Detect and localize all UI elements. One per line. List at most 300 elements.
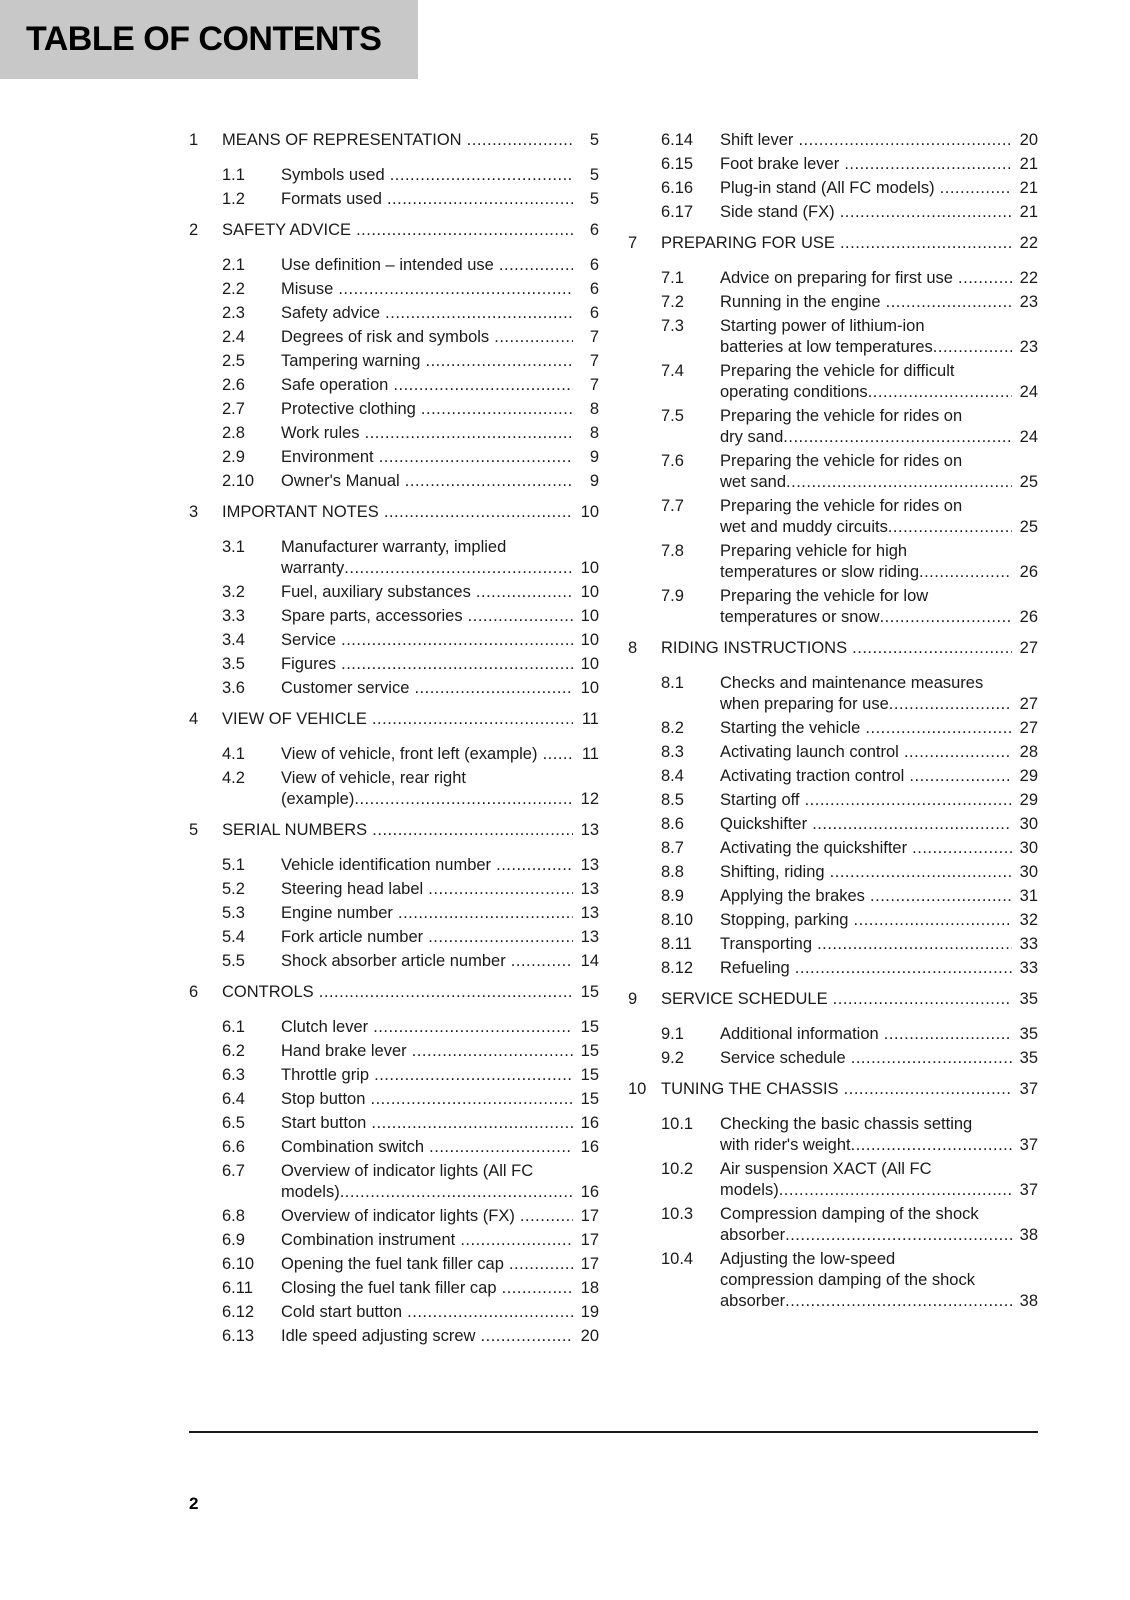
toc-entry-number: 6.13: [222, 1327, 255, 1345]
toc-section-entry[interactable]: [189, 303, 599, 324]
toc-entry-label: Shift lever: [720, 131, 794, 149]
toc-entry-title: [281, 375, 573, 396]
toc-entry-title: [281, 1278, 573, 1299]
toc-section-entry[interactable]: [628, 814, 1038, 835]
toc-section-entry[interactable]: [189, 1017, 599, 1038]
toc-entry-page: 32: [1019, 911, 1038, 929]
toc-entry-label: VIEW OF VEHICLE: [222, 710, 367, 728]
toc-entry-label: Stop button: [281, 1090, 366, 1108]
dot-leader: [868, 382, 1012, 403]
dot-leader: [904, 767, 1012, 785]
dot-leader: [812, 935, 1012, 953]
dot-leader: [880, 607, 1012, 628]
dot-leader: [847, 639, 1012, 657]
toc-entry-title: [661, 989, 1012, 1010]
toc-entry-number: 6.1: [222, 1018, 245, 1036]
toc-entry-label-last-line: [720, 517, 1012, 538]
toc-section-entry[interactable]: [189, 1254, 599, 1275]
toc-entry-page: 13: [580, 904, 599, 922]
dot-leader: [504, 1255, 573, 1273]
toc-entry-page: 24: [1019, 383, 1038, 401]
dot-leader: [388, 376, 573, 394]
toc-entry-page: 12: [580, 790, 599, 808]
toc-entry-page: 6: [589, 280, 599, 298]
toc-entry-title: [720, 154, 1012, 175]
toc-chapter-entry[interactable]: [189, 130, 599, 151]
toc-entry-title: [222, 220, 573, 241]
toc-entry-label: warranty: [281, 559, 345, 577]
toc-entry-title: [661, 638, 1012, 659]
toc-entry-page: 13: [580, 821, 599, 839]
toc-section-entry[interactable]: [628, 202, 1038, 223]
toc-entry-label-line1: Checking the basic chassis setting: [720, 1115, 973, 1133]
dot-leader: [848, 911, 1012, 929]
toc-entry-label: Work rules: [281, 424, 360, 442]
toc-entry-label: Cold start button: [281, 1303, 403, 1321]
toc-entry-number: 2.5: [222, 352, 245, 370]
toc-entry-label: Steering head label: [281, 880, 424, 898]
toc-entry-label: Safe operation: [281, 376, 389, 394]
toc-entry-number: 6.9: [222, 1231, 245, 1249]
toc-entry-label: Applying the brakes: [720, 887, 865, 905]
toc-entry-label-last-line: [720, 1291, 1012, 1312]
toc-entry-label-line1: Preparing the vehicle for rides on: [720, 497, 963, 515]
toc-entry-number: 5.3: [222, 904, 245, 922]
dot-leader: [860, 719, 1012, 737]
toc-section-entry[interactable]: [628, 1204, 1038, 1246]
toc-entry-page: 27: [1019, 719, 1038, 737]
toc-section-entry[interactable]: [189, 1113, 599, 1134]
toc-section-entry[interactable]: [628, 268, 1038, 289]
dot-leader: [491, 856, 573, 874]
toc-section-entry[interactable]: [628, 886, 1038, 907]
toc-entry-page: 16: [580, 1114, 599, 1132]
toc-entry-number: 7: [628, 234, 638, 252]
toc-entry-page: 5: [589, 190, 599, 208]
toc-entry-page: 8: [589, 424, 599, 442]
toc-entry-number: 2.4: [222, 328, 245, 346]
dot-leader: [379, 503, 573, 521]
toc-section-entry[interactable]: [189, 255, 599, 276]
toc-entry-label: Degrees of risk and symbols: [281, 328, 490, 346]
toc-section-entry[interactable]: [189, 1326, 599, 1347]
toc-entry-number: 6.14: [661, 131, 694, 149]
dot-leader: [344, 558, 573, 579]
toc-section-entry[interactable]: [189, 351, 599, 372]
toc-entry-label: RIDING INSTRUCTIONS: [661, 639, 848, 657]
dot-leader: [416, 400, 573, 418]
toc-chapter-entry[interactable]: [189, 820, 599, 841]
toc-entry-label: Figures: [281, 655, 337, 673]
toc-section-entry[interactable]: [189, 375, 599, 396]
toc-entry-number: 3.4: [222, 631, 245, 649]
toc-entry-page: 7: [589, 352, 599, 370]
toc-section-entry[interactable]: [189, 471, 599, 492]
toc-entry-label-line1: Overview of indicator lights (All FC: [281, 1162, 534, 1180]
toc-section-entry[interactable]: [189, 327, 599, 348]
toc-section-entry[interactable]: [189, 630, 599, 651]
toc-entry-label: Formats used: [281, 190, 382, 208]
toc-section-entry[interactable]: [628, 718, 1038, 739]
toc-section-entry[interactable]: [189, 1230, 599, 1251]
toc-entry-title: [661, 1079, 1012, 1100]
toc-entry-page: 30: [1019, 863, 1038, 881]
toc-entry-page: 15: [580, 1018, 599, 1036]
dot-leader: [423, 880, 573, 898]
toc-entry-number: 9: [628, 990, 638, 1008]
toc-entry-label: Shock absorber article number: [281, 952, 506, 970]
toc-entry-number: 10.2: [661, 1160, 694, 1178]
dot-leader: [933, 337, 1012, 358]
toc-entry-label-last-line: [720, 694, 1012, 715]
toc-entry-page: 30: [1019, 839, 1038, 857]
toc-entry-title: [281, 189, 573, 210]
toc-entry-number: 5.2: [222, 880, 245, 898]
toc-entry-number: 6.17: [661, 203, 694, 221]
footer-divider: [189, 1431, 1038, 1433]
toc-section-entry[interactable]: [189, 447, 599, 468]
toc-entry-title: [281, 399, 573, 420]
toc-entry-title: [281, 1065, 573, 1086]
toc-section-entry[interactable]: [189, 1302, 599, 1323]
toc-entry-label: when preparing for use: [720, 695, 889, 713]
toc-entry-page: 25: [1019, 518, 1038, 536]
toc-section-entry[interactable]: [628, 406, 1038, 448]
toc-entry-page: 10: [580, 607, 599, 625]
toc-entry-number: 3: [189, 503, 199, 521]
toc-entry-label: Idle speed adjusting screw: [281, 1327, 476, 1345]
toc-entry-label: Clutch lever: [281, 1018, 369, 1036]
toc-entry-number: 7.1: [661, 269, 684, 287]
toc-section-entry[interactable]: [628, 1048, 1038, 1069]
toc-section-entry[interactable]: [628, 958, 1038, 979]
toc-entry-number: 7.4: [661, 362, 684, 380]
toc-entry-title: [281, 1161, 573, 1203]
toc-section-entry[interactable]: [628, 1024, 1038, 1045]
toc-entry-page: 35: [1019, 990, 1038, 1008]
dot-leader: [783, 427, 1012, 448]
toc-section-entry[interactable]: [628, 1159, 1038, 1201]
toc-entry-title: [720, 718, 1012, 739]
toc-entry-label: Spare parts, accessories: [281, 607, 463, 625]
toc-section-entry[interactable]: [189, 903, 599, 924]
toc-entry-label: Stopping, parking: [720, 911, 849, 929]
dot-leader: [420, 352, 573, 370]
toc-section-entry[interactable]: [628, 910, 1038, 931]
dot-leader: [537, 745, 573, 763]
toc-entry-number: 6.6: [222, 1138, 245, 1156]
toc-section-entry[interactable]: [628, 838, 1038, 859]
toc-right-column: [628, 130, 1038, 1315]
toc-section-entry[interactable]: [189, 165, 599, 186]
toc-entry-number: 8.5: [661, 791, 684, 809]
toc-entry-title: [281, 303, 573, 324]
toc-entry-title: [720, 838, 1012, 859]
toc-entry-label-line1: Manufacturer warranty, implied: [281, 538, 507, 556]
dot-leader: [393, 904, 573, 922]
toc-section-entry[interactable]: [189, 1065, 599, 1086]
toc-section-entry[interactable]: [628, 130, 1038, 151]
toc-entry-title: [281, 1206, 573, 1227]
toc-entry-label: Use definition – intended use: [281, 256, 494, 274]
toc-entry-title: [720, 316, 1012, 358]
dot-leader: [374, 448, 573, 466]
toc-entry-number: 9.1: [661, 1025, 684, 1043]
toc-chapter-entry[interactable]: [628, 233, 1038, 254]
toc-entry-label-last-line: [720, 337, 1012, 358]
toc-entry-title: [281, 1137, 573, 1158]
toc-entry-number: 8.1: [661, 674, 684, 692]
toc-entry-label: Activating traction control: [720, 767, 905, 785]
toc-section-entry[interactable]: [189, 951, 599, 972]
toc-section-entry[interactable]: [189, 1089, 599, 1110]
toc-section-entry[interactable]: [189, 582, 599, 603]
toc-section-entry[interactable]: [189, 1206, 599, 1227]
toc-entry-number: 10.3: [661, 1205, 694, 1223]
toc-entry-label: wet and muddy circuits: [720, 518, 888, 536]
toc-entry-label-line1: Preparing the vehicle for rides on: [720, 452, 963, 470]
toc-entry-label: Overview of indicator lights (FX): [281, 1207, 515, 1225]
toc-entry-title: [720, 361, 1012, 403]
toc-section-entry[interactable]: [628, 496, 1038, 538]
toc-entry-number: 3.5: [222, 655, 245, 673]
toc-section-entry[interactable]: [189, 423, 599, 444]
toc-entry-label: View of vehicle, front left (example): [281, 745, 538, 763]
dot-leader: [825, 863, 1012, 881]
dot-leader: [462, 131, 573, 149]
dot-leader: [407, 1042, 573, 1060]
toc-section-entry[interactable]: [189, 399, 599, 420]
toc-entry-label: Fuel, auxiliary substances: [281, 583, 471, 601]
toc-entry-page: 33: [1019, 935, 1038, 953]
toc-entry-label: Activating the quickshifter: [720, 839, 908, 857]
toc-entry-number: 2.9: [222, 448, 245, 466]
toc-entry-title: [281, 582, 573, 603]
toc-entry-page: 23: [1019, 338, 1038, 356]
toc-section-entry[interactable]: [628, 673, 1038, 715]
toc-entry-page: 22: [1019, 269, 1038, 287]
toc-section-entry[interactable]: [189, 189, 599, 210]
toc-section-entry[interactable]: [628, 790, 1038, 811]
toc-entry-title: [222, 709, 573, 730]
toc-entry-page: 35: [1019, 1049, 1038, 1067]
toc-entry-title: [281, 630, 573, 651]
toc-entry-label: Transporting: [720, 935, 813, 953]
toc-entry-label: batteries at low temperatures: [720, 338, 933, 356]
dot-leader: [494, 256, 573, 274]
toc-entry-number: 7.9: [661, 587, 684, 605]
dot-leader: [336, 655, 573, 673]
toc-chapter-entry[interactable]: [628, 638, 1038, 659]
toc-entry-label: Service: [281, 631, 337, 649]
toc-section-entry[interactable]: [189, 768, 599, 810]
toc-entry-number: 3.1: [222, 538, 245, 556]
toc-entry-label: Opening the fuel tank filler cap: [281, 1255, 504, 1273]
toc-section-entry[interactable]: [628, 586, 1038, 628]
toc-section-entry[interactable]: [189, 855, 599, 876]
toc-entry-number: 10.4: [661, 1250, 694, 1268]
toc-entry-number: 6.5: [222, 1114, 245, 1132]
dot-leader: [889, 694, 1012, 715]
toc-entry-title: [720, 268, 1012, 289]
toc-entry-number: 8.8: [661, 863, 684, 881]
toc-entry-number: 7.6: [661, 452, 684, 470]
toc-entry-page: 26: [1019, 608, 1038, 626]
toc-section-entry[interactable]: [628, 766, 1038, 787]
toc-entry-title: [222, 982, 573, 1003]
toc-entry-title: [720, 790, 1012, 811]
toc-section-entry[interactable]: [628, 361, 1038, 403]
toc-entry-number: 8.6: [661, 815, 684, 833]
toc-entry-page: 5: [589, 131, 599, 149]
toc-section-entry[interactable]: [189, 678, 599, 699]
toc-section-entry[interactable]: [189, 1041, 599, 1062]
dot-leader: [888, 517, 1012, 538]
toc-chapter-entry[interactable]: [189, 709, 599, 730]
toc-entry-title: [281, 879, 573, 900]
toc-entry-label: Running in the engine: [720, 293, 881, 311]
toc-entry-number: 10.1: [661, 1115, 694, 1133]
toc-entry-page: 14: [580, 952, 599, 970]
toc-entry-label-line1: Preparing the vehicle for rides on: [720, 407, 963, 425]
toc-section-entry[interactable]: [628, 862, 1038, 883]
toc-entry-title: [720, 1114, 1012, 1156]
toc-entry-page: 27: [1019, 695, 1038, 713]
toc-entry-page: 10: [580, 559, 599, 577]
toc-entry-title: [281, 255, 573, 276]
dot-leader: [807, 815, 1012, 833]
toc-entry-number: 4: [189, 710, 199, 728]
toc-section-entry[interactable]: [189, 1161, 599, 1203]
toc-entry-label: Service schedule: [720, 1049, 846, 1067]
toc-entry-number: 10: [628, 1080, 647, 1098]
toc-entry-label: Hand brake lever: [281, 1042, 407, 1060]
toc-entry-number: 6.2: [222, 1042, 245, 1060]
toc-section-entry[interactable]: [189, 879, 599, 900]
toc-entry-page: 10: [580, 503, 599, 521]
toc-entry-number: 8: [628, 639, 638, 657]
toc-entry-page: 7: [589, 376, 599, 394]
toc-section-entry[interactable]: [189, 606, 599, 627]
toc-entry-title: [720, 1159, 1012, 1201]
toc-entry-title: [281, 279, 573, 300]
toc-section-entry[interactable]: [189, 1278, 599, 1299]
toc-entry-title: [281, 654, 573, 675]
toc-entry-title: [720, 814, 1012, 835]
toc-chapter-entry[interactable]: [189, 502, 599, 523]
toc-entry-number: 7.8: [661, 542, 684, 560]
dot-leader: [790, 959, 1012, 977]
toc-entry-page: 10: [580, 679, 599, 697]
toc-entry-number: 7.3: [661, 317, 684, 335]
toc-entry-page: 6: [589, 304, 599, 322]
toc-entry-page: 20: [1019, 131, 1038, 149]
dot-leader: [899, 743, 1012, 761]
toc-chapter-entry[interactable]: [189, 982, 599, 1003]
toc-section-entry[interactable]: [628, 934, 1038, 955]
toc-section-entry[interactable]: [628, 742, 1038, 763]
toc-section-entry[interactable]: [628, 178, 1038, 199]
toc-section-entry[interactable]: [189, 1137, 599, 1158]
toc-entry-label-last-line: [720, 1135, 1012, 1156]
dot-leader: [785, 1225, 1012, 1246]
toc-section-entry[interactable]: [628, 451, 1038, 493]
toc-entry-label: Misuse: [281, 280, 334, 298]
toc-entry-title: [281, 1230, 573, 1251]
toc-entry-title: [281, 927, 573, 948]
toc-section-entry[interactable]: [628, 292, 1038, 313]
toc-entry-label: with rider's weight: [720, 1136, 851, 1154]
toc-entry-number: 7.2: [661, 293, 684, 311]
toc-entry-number: 4.2: [222, 769, 245, 787]
toc-entry-number: 6.11: [222, 1279, 253, 1297]
dot-leader: [336, 631, 573, 649]
toc-section-entry[interactable]: [189, 537, 599, 579]
toc-entry-title: [281, 768, 573, 810]
toc-entry-page: 15: [580, 1066, 599, 1084]
dot-leader: [851, 1135, 1012, 1156]
toc-entry-label: SERVICE SCHEDULE: [661, 990, 828, 1008]
dot-leader: [846, 1049, 1012, 1067]
page-title: TABLE OF CONTENTS: [26, 20, 382, 58]
header-banner: [0, 0, 418, 79]
toc-entry-label: Symbols used: [281, 166, 385, 184]
toc-entry-title: [281, 423, 573, 444]
toc-section-entry[interactable]: [189, 744, 599, 765]
toc-section-entry[interactable]: [628, 316, 1038, 358]
toc-section-entry[interactable]: [628, 1249, 1038, 1312]
dot-leader: [380, 304, 573, 322]
dot-leader: [367, 821, 573, 839]
dot-leader: [351, 221, 573, 239]
toc-entry-number: 7.7: [661, 497, 684, 515]
toc-entry-title: [720, 958, 1012, 979]
toc-chapter-entry[interactable]: [628, 1079, 1038, 1100]
toc-entry-page: 5: [589, 166, 599, 184]
toc-entry-title: [720, 130, 1012, 151]
dot-leader: [463, 607, 573, 625]
toc-section-entry[interactable]: [189, 654, 599, 675]
toc-section-entry[interactable]: [189, 927, 599, 948]
toc-entry-page: 17: [580, 1231, 599, 1249]
dot-leader: [471, 583, 573, 601]
toc-entry-title: [281, 606, 573, 627]
dot-leader: [835, 234, 1012, 252]
toc-section-entry[interactable]: [628, 1114, 1038, 1156]
toc-entry-label: Refueling: [720, 959, 790, 977]
toc-section-entry[interactable]: [628, 154, 1038, 175]
toc-chapter-entry[interactable]: [189, 220, 599, 241]
toc-entry-title: [720, 451, 1012, 493]
toc-entry-page: 22: [1019, 234, 1038, 252]
toc-entry-page: 13: [580, 928, 599, 946]
dot-leader: [881, 293, 1012, 311]
toc-entry-number: 6.12: [222, 1303, 255, 1321]
toc-entry-title: [281, 744, 573, 765]
dot-leader: [369, 1066, 573, 1084]
toc-entry-title: [720, 766, 1012, 787]
toc-entry-title: [720, 586, 1012, 628]
toc-entry-number: 2.7: [222, 400, 245, 418]
toc-entry-page: 15: [580, 1042, 599, 1060]
toc-section-entry[interactable]: [628, 541, 1038, 583]
toc-entry-title: [720, 292, 1012, 313]
toc-chapter-entry[interactable]: [628, 989, 1038, 1010]
toc-entry-label: operating conditions: [720, 383, 868, 401]
toc-entry-title: [281, 1089, 573, 1110]
toc-section-entry[interactable]: [189, 279, 599, 300]
dot-leader: [340, 1182, 573, 1203]
